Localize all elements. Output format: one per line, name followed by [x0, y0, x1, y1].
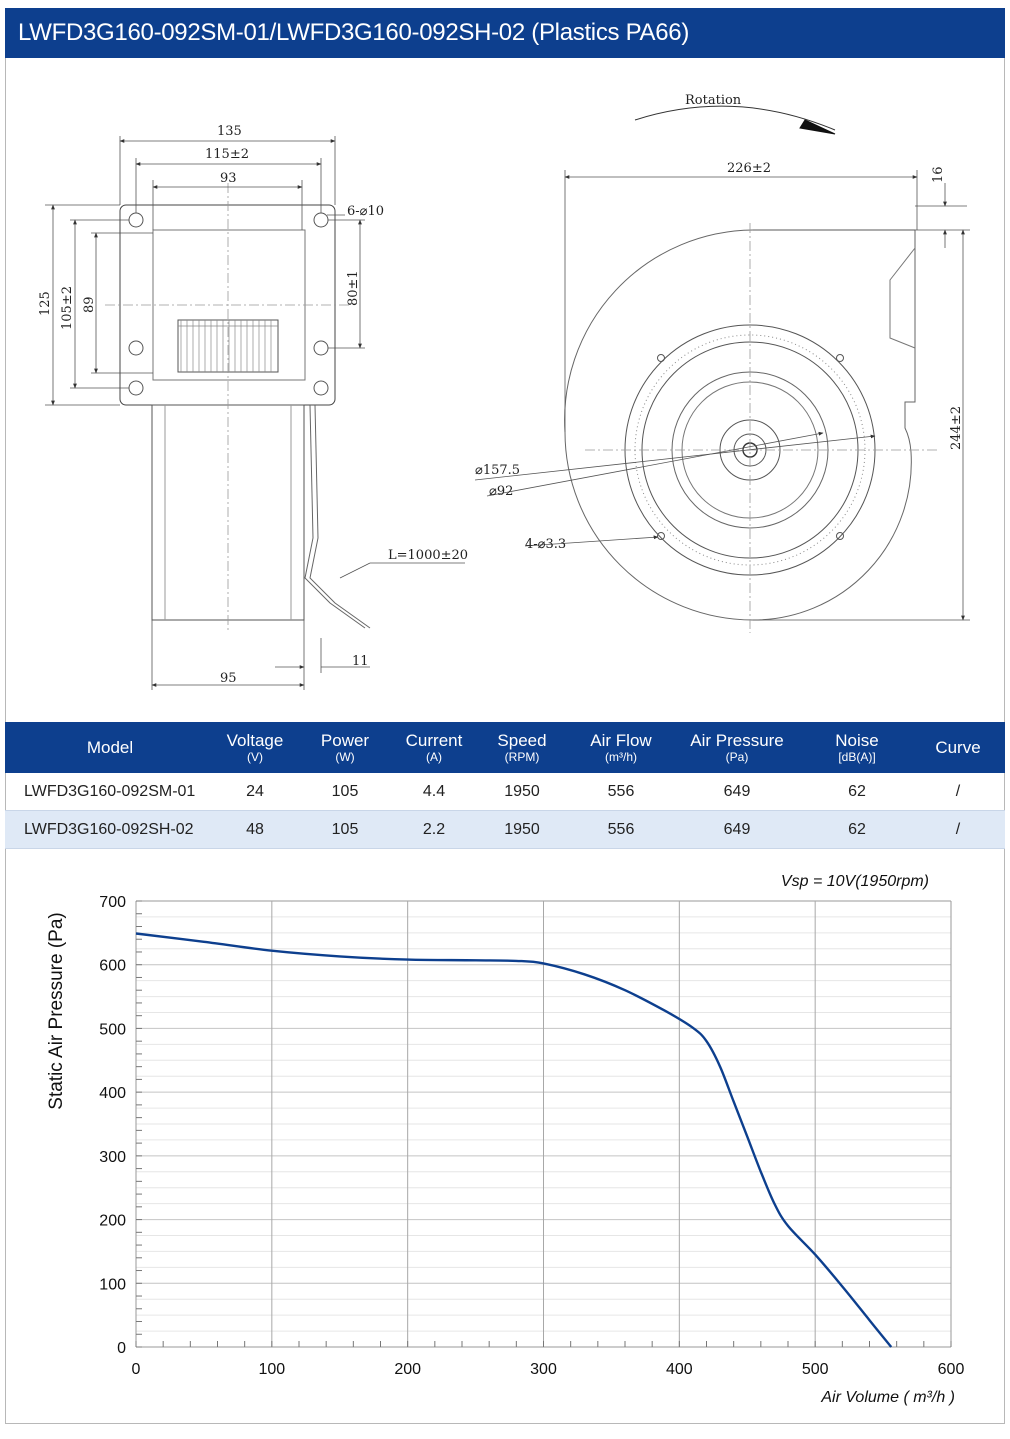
x-axis-ticks	[132, 1361, 965, 1378]
dim-16: 16	[931, 166, 946, 183]
table-row	[5, 811, 1005, 849]
table-row	[5, 773, 1005, 811]
y-tick-label: 100	[99, 1276, 126, 1294]
page-title: LWFD3G160-092SM-01/LWFD3G160-092SH-02 (Plastics PA66)	[18, 19, 690, 46]
header-speed: Speed (RPM)	[473, 722, 571, 773]
y-tick-label: 400	[99, 1085, 126, 1103]
rotation-label: Rotation	[685, 93, 742, 108]
technical-drawing	[5, 58, 1005, 722]
x-tick-label: 0	[131, 1361, 141, 1378]
x-tick-label: 300	[530, 1361, 557, 1378]
dim-115: 115±2	[205, 147, 249, 162]
performance-chart	[5, 848, 1005, 1424]
y-tick-label: 300	[99, 1148, 126, 1166]
cell-current: 2.2	[395, 811, 473, 849]
x-tick-label: 500	[801, 1361, 829, 1378]
title-bar	[5, 8, 1005, 58]
cell-voltage: 24	[215, 773, 295, 811]
cell-air-flow: 556	[571, 811, 671, 849]
chart-grid	[136, 901, 951, 1347]
header-noise: Noise [dB(A)]	[803, 722, 911, 773]
dim-157: ⌀157.5	[475, 463, 521, 478]
header-air-pressure: Air Pressure (Pa)	[671, 722, 803, 773]
y-tick-label: 200	[99, 1212, 126, 1230]
dim-holes: 6-⌀10	[347, 204, 385, 219]
cell-current: 4.4	[395, 773, 473, 811]
x-tick-label: 600	[937, 1361, 965, 1378]
cell-voltage: 48	[215, 811, 295, 849]
chart-annotation: Vsp = 10V(1950rpm)	[780, 873, 929, 890]
y-tick-label: 600	[99, 957, 126, 975]
cell-noise: 62	[803, 773, 911, 811]
header-current: Current (A)	[395, 722, 473, 773]
dim-mount: 4-⌀3.3	[525, 537, 567, 552]
cell-air-pressure: 649	[671, 811, 803, 849]
x-axis-label: Air Volume ( m³/h )	[821, 1389, 955, 1406]
x-tick-label: 400	[665, 1361, 693, 1378]
dim-226: 226±2	[727, 161, 771, 176]
y-tick-label: 0	[117, 1340, 126, 1357]
cell-power: 105	[295, 773, 395, 811]
dim-105: 105±2	[60, 286, 75, 330]
y-axis-ticks	[99, 894, 126, 1357]
dim-95: 95	[220, 671, 237, 686]
cell-model: LWFD3G160-092SM-01	[5, 773, 215, 811]
dim-92: ⌀92	[489, 484, 514, 499]
cell-air-pressure: 649	[671, 773, 803, 811]
dim-89: 89	[82, 296, 97, 313]
header-power: Power (W)	[295, 722, 395, 773]
header-curve: Curve	[911, 722, 1005, 773]
x-tick-label: 100	[258, 1361, 286, 1378]
dim-135: 135	[217, 124, 242, 139]
cell-power: 105	[295, 811, 395, 849]
y-tick-label: 500	[99, 1021, 126, 1039]
dim-93: 93	[220, 171, 237, 186]
dim-125: 125	[38, 291, 53, 316]
cell-air-flow: 556	[571, 773, 671, 811]
y-axis-label: Static Air Pressure (Pa)	[46, 912, 67, 1110]
header-air-flow: Air Flow (m³/h)	[571, 722, 671, 773]
y-tick-label: 700	[99, 894, 126, 911]
dim-cable: L=1000±20	[388, 548, 469, 563]
table-header-row	[5, 722, 1005, 773]
header-model: Model	[5, 722, 215, 773]
x-tick-label: 200	[394, 1361, 422, 1378]
cell-noise: 62	[803, 811, 911, 849]
cell-speed: 1950	[473, 773, 571, 811]
cell-model: LWFD3G160-092SH-02	[5, 811, 215, 849]
dim-244: 244±2	[949, 406, 964, 450]
header-voltage: Voltage (V)	[215, 722, 295, 773]
cell-curve: /	[911, 773, 1005, 811]
spec-table	[5, 722, 1005, 849]
cell-curve: /	[911, 811, 1005, 849]
cell-speed: 1950	[473, 811, 571, 849]
dim-80: 80±1	[346, 270, 361, 306]
dim-11: 11	[352, 654, 369, 669]
